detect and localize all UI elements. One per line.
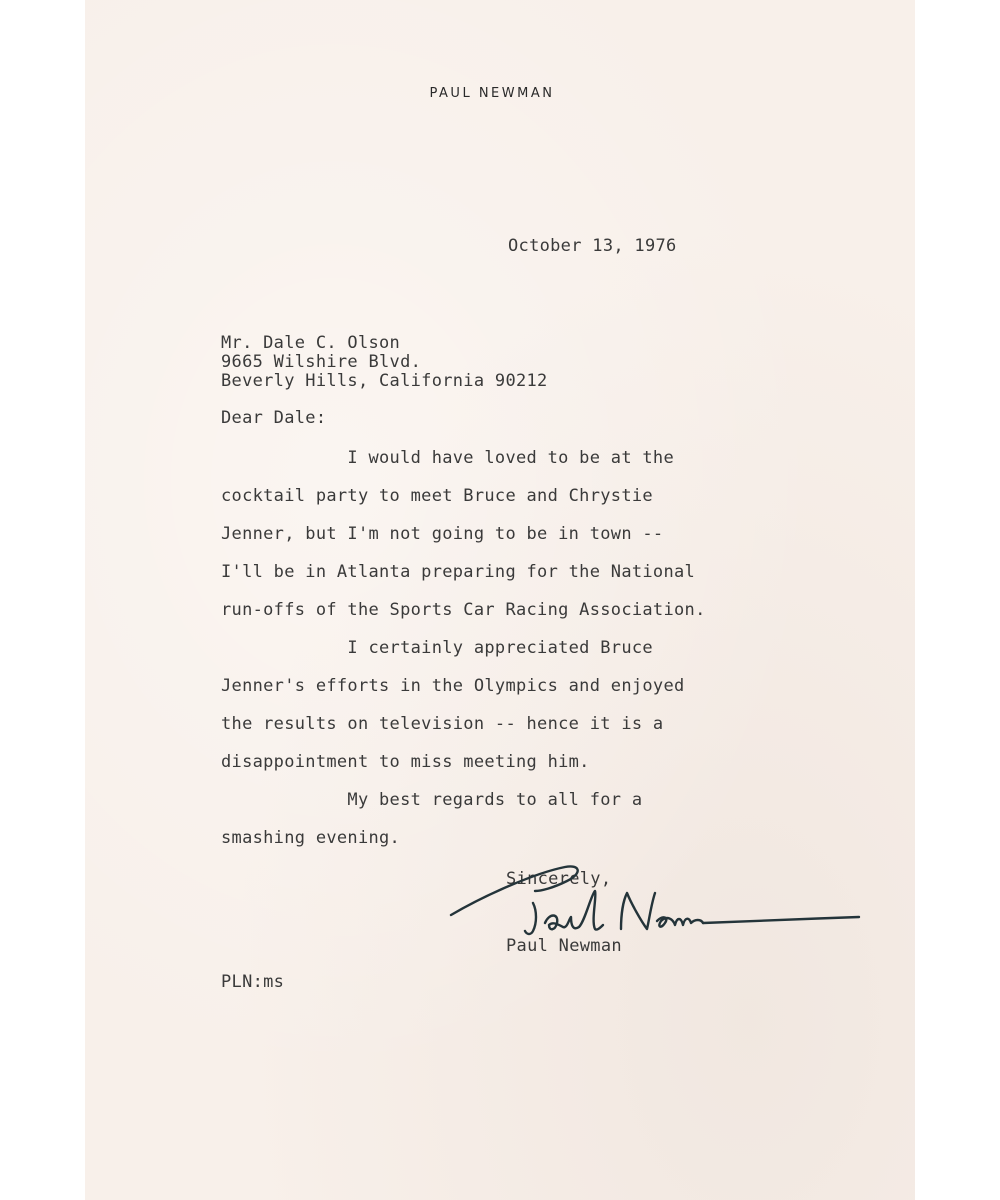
- closing: Sincerely,: [506, 869, 612, 889]
- body-line: I would have loved to be at the: [221, 448, 674, 468]
- body-line: run-offs of the Sports Car Racing Association.: [221, 600, 706, 620]
- body-line: I'll be in Atlanta preparing for the National: [221, 562, 696, 582]
- letter-page: [85, 0, 915, 1200]
- typed-name: Paul Newman: [506, 936, 622, 956]
- letter-date: October 13, 1976: [508, 236, 677, 256]
- salutation: Dear Dale:: [221, 408, 327, 428]
- body-line: cocktail party to meet Bruce and Chrystie: [221, 486, 653, 506]
- recipient-city: Beverly Hills, California 90212: [221, 371, 548, 391]
- body-line: smashing evening.: [221, 828, 401, 848]
- body-line: Jenner's efforts in the Olympics and enjoyed: [221, 676, 685, 696]
- recipient-street: 9665 Wilshire Blvd.: [221, 352, 422, 372]
- body-line: My best regards to all for a: [221, 790, 643, 810]
- body-line: disappointment to miss meeting him.: [221, 752, 590, 772]
- handwritten-signature: [445, 855, 865, 955]
- recipient-name: Mr. Dale C. Olson: [221, 333, 401, 353]
- body-line: I certainly appreciated Bruce: [221, 638, 653, 658]
- body-line: Jenner, but I'm not going to be in town --: [221, 524, 664, 544]
- letterhead: PAUL NEWMAN: [429, 86, 555, 101]
- body-line: the results on television -- hence it is a: [221, 714, 664, 734]
- reference-initials: PLN:ms: [221, 972, 285, 992]
